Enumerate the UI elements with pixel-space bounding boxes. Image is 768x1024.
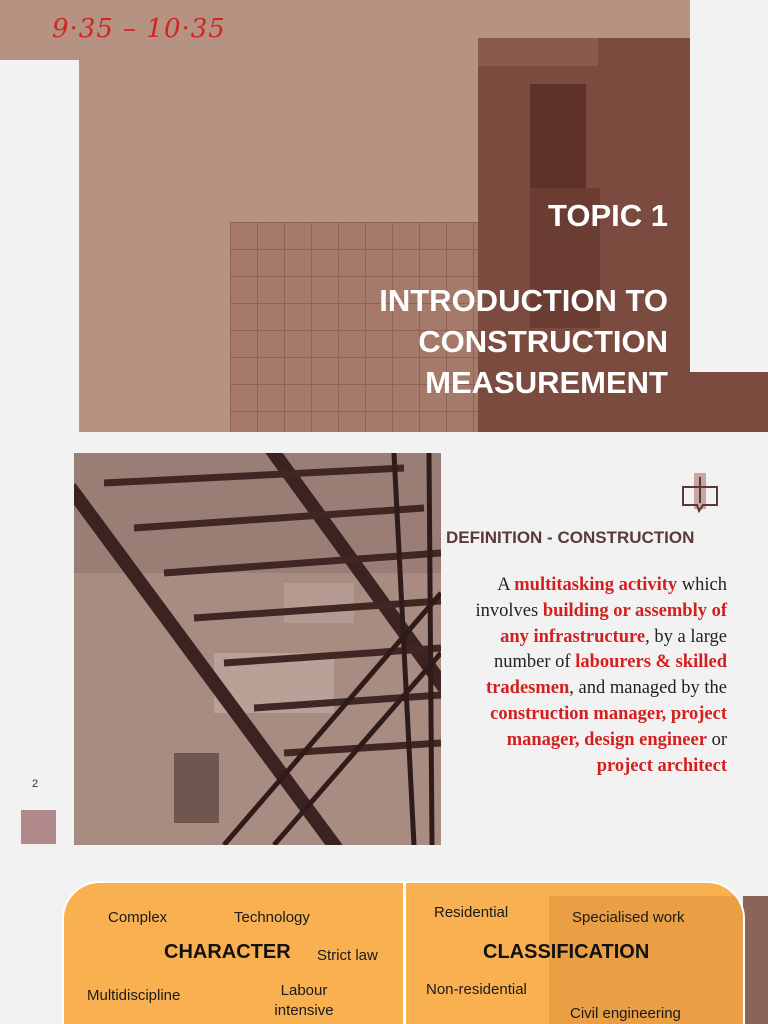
- definition-heading: DEFINITION - CONSTRUCTION: [446, 528, 695, 547]
- title-slide: [0, 0, 768, 432]
- handwritten-time-note: 9·35 – 10·35: [52, 14, 226, 44]
- title-line-1: INTRODUCTION TO: [379, 283, 668, 318]
- right-edge-block: [743, 896, 768, 1024]
- character-item: Multidiscipline: [87, 987, 181, 1004]
- comment-pillar-icon: [681, 473, 719, 522]
- definition-slide: [0, 433, 768, 865]
- decorative-square: [21, 810, 56, 844]
- def-highlight: project architect: [596, 755, 727, 776]
- title-line-3: MEASUREMENT: [425, 365, 668, 400]
- classification-heading-text: CLASSIFICATION: [483, 941, 650, 963]
- right-panel: [690, 0, 768, 372]
- title-line-2: CONSTRUCTION: [418, 324, 668, 359]
- character-item: Strict law: [317, 947, 378, 964]
- page-number: 2: [32, 778, 39, 790]
- character-heading: CHARACTER: [164, 941, 291, 963]
- definition-text: [452, 573, 727, 779]
- staircase-photo: [74, 453, 441, 845]
- character-item: Technology: [234, 909, 310, 926]
- topic-label: TOPIC 1: [547, 198, 668, 233]
- character-item: Labour intensive: [274, 982, 334, 1019]
- slide-title: [308, 280, 668, 403]
- def-segment: , and managed by the: [569, 678, 727, 699]
- classification-item: Civil engineering: [570, 1005, 681, 1022]
- def-highlight: building or assembly of any infrastructure: [500, 600, 727, 647]
- def-highlight: labourers & skilled tradesmen: [486, 652, 727, 699]
- classification-item: Non-residential: [426, 981, 527, 998]
- right-lower-block: [690, 372, 768, 432]
- left-strip: [0, 60, 79, 432]
- character-item: Complex: [108, 909, 168, 926]
- classification-item: Residential: [434, 904, 509, 921]
- def-segment: A: [497, 575, 515, 595]
- classification-item: Specialised work: [572, 909, 685, 926]
- def-highlight: multitasking activity: [514, 575, 678, 595]
- panel-divider: [403, 883, 406, 1024]
- def-highlight: construction manager, project manager, design engineer: [490, 703, 727, 750]
- tower-window: [530, 84, 586, 192]
- tower-top-shade: [478, 38, 598, 66]
- orange-panel: [62, 881, 745, 1024]
- def-segment: which involves: [475, 575, 727, 621]
- def-segment: or: [706, 729, 727, 750]
- def-segment: , by a large number of: [494, 626, 727, 673]
- classification-heading: [483, 941, 649, 964]
- character-classification-slide: [0, 866, 768, 1024]
